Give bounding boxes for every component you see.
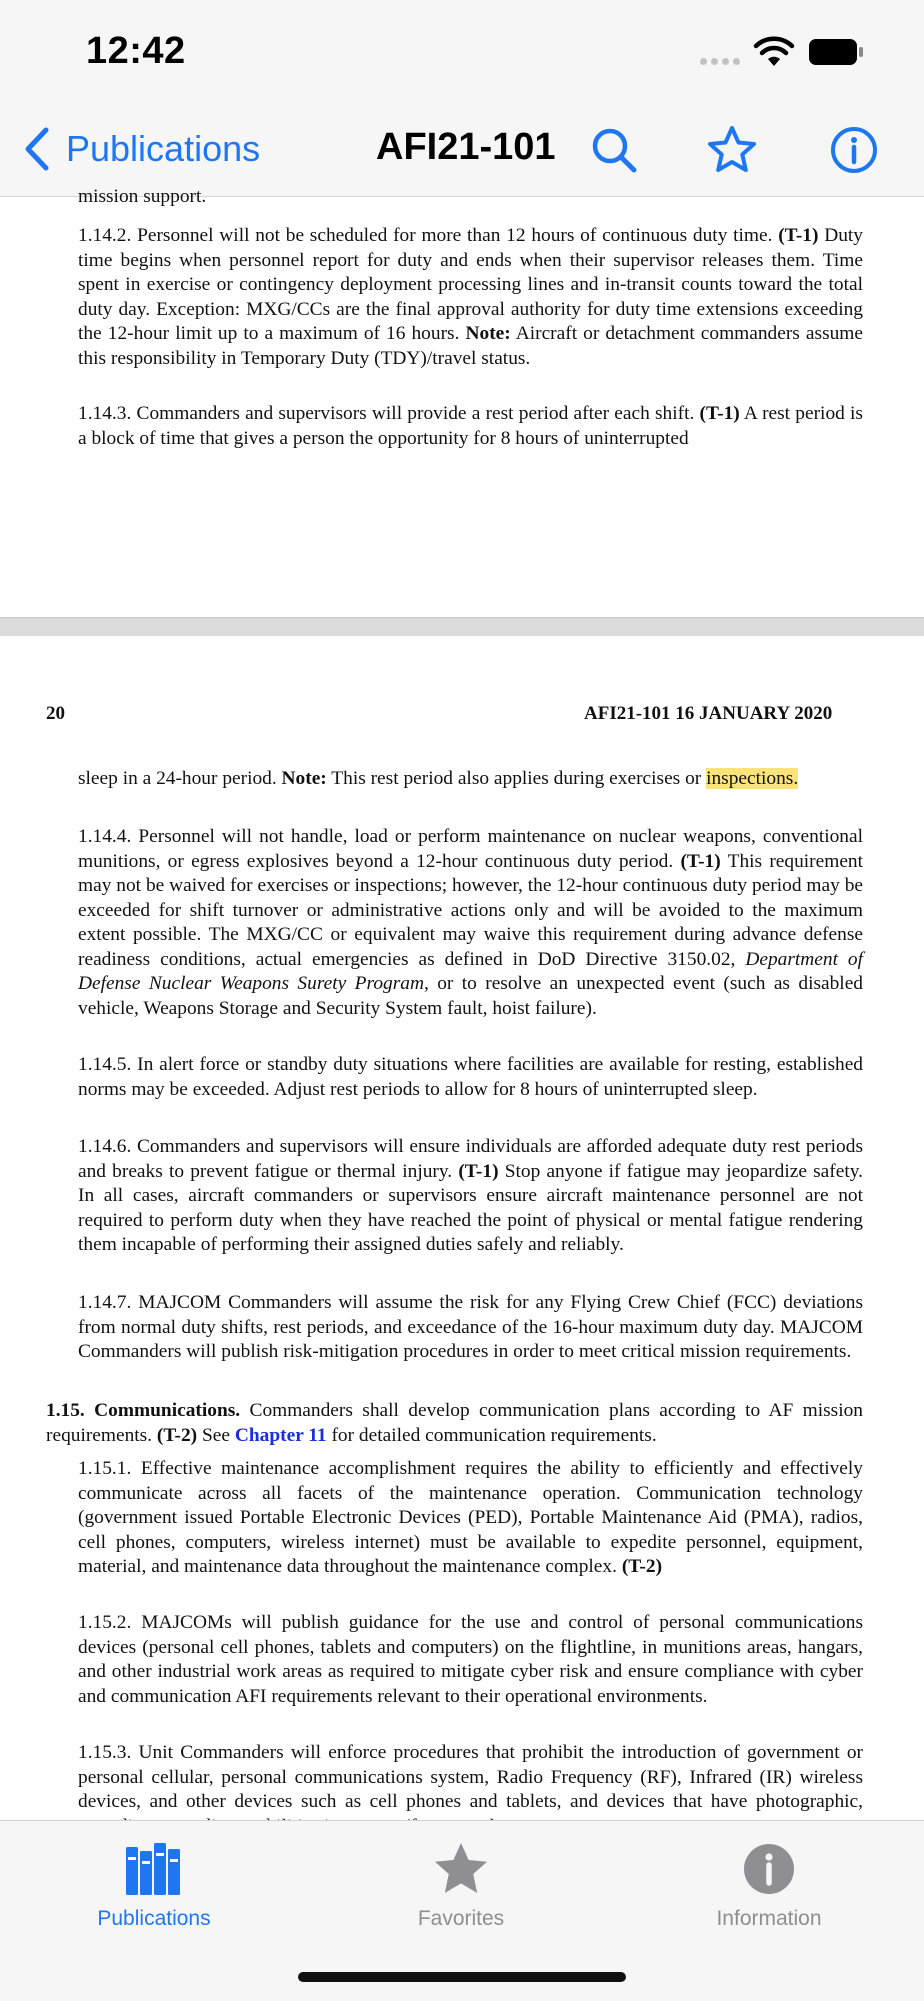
star-outline-icon[interactable] bbox=[706, 124, 758, 176]
tab-publications-label: Publications bbox=[97, 1907, 211, 1930]
tab-favorites[interactable] bbox=[341, 1841, 581, 1931]
tab-information-label: Information bbox=[716, 1907, 822, 1930]
paragraph-1-14-2: 1.14.2. Personnel will not be scheduled for more than 12 hours of continuous duty time. (T-1) Duty time begins when personnel report for duty and ends when their supervisor releases them. Time spent in exercise or contingency deployment processing lines and in-transit counts toward the total duty day. Exception: MXG/CCs are the final approval authority for duty time extensions exceeding the 12-hour limit up to a maximum of 16 hours. Note: Aircraft or detachment commanders assume this responsibility in Temporary Duty (TDY)/travel status. bbox=[78, 225, 863, 369]
star-icon bbox=[431, 1841, 491, 1897]
paragraph-1-14-4: 1.14.4. Personnel will not handle, load or perform maintenance on nuclear weapons, conventional munitions, or egress explosives beyond a 12-hour continuous duty period. (T-1) This requirement may not be waived for exercises or inspections; however, the 12-hour continuous duty period may be exceeded for shift turnover or administrative actions only and will be avoided to the maximum extent possible. The MXG/CC or equivalent may waive this requirement during advance defense readiness conditions, actual emergencies as defined in DoD Directive 3150.02, Department of Defense Nuclear Weapons Surety Program, or to resolve an unexpected event (such as disabled vehicle, Weapons Storage and Security System fault, hoist failure). bbox=[78, 826, 864, 1019]
info-icon[interactable] bbox=[828, 124, 880, 176]
back-button[interactable] bbox=[22, 126, 260, 172]
paragraph-1-15-2: 1.15.2. MAJCOMs will publish guidance for the use and control of personal communications devices (personal cell phones, tablets and computers) on the flightline, in munitions areas, hangars, and other industrial work areas as required to mitigate cyber risk and ensure compliance with cyber and communication AFI requirements relevant to their operational environments. bbox=[78, 1612, 863, 1707]
info-icon bbox=[739, 1841, 799, 1897]
page-title: AFI21-101 bbox=[376, 126, 556, 168]
tab-favorites-label: Favorites bbox=[417, 1907, 505, 1930]
section-1-15-communications: 1.15. Communications. Commanders shall develop communication plans according to AF mission requirements. (T-2) See Chapter 11 for detailed communication requirements. bbox=[46, 1400, 863, 1446]
search-highlight: inspections. bbox=[706, 768, 799, 789]
paragraph-1-14-6: 1.14.6. Commanders and supervisors will ensure individuals are afforded adequate duty rest periods and breaks to prevent fatigue or thermal injury. (T-1) Stop anyone if fatigue may jeopardize safety. In all cases, aircraft commanders or supervisors ensure aircraft maintenance personnel are not required to perform duty when they have reached the point of physical or mental fatigue rendering them incapable of performing their assigned duties safely and reliably. bbox=[78, 1136, 863, 1255]
chevron-left-icon bbox=[22, 126, 52, 172]
paragraph-1-15-3: 1.15.3. Unit Commanders will enforce procedures that prohibit the introduction of government or personal cellular, personal communications system, Radio Frequency (RF), Infrared (IR) wireless devices, and other devices such as cell phones and tablets, and devices that have photographic, bbox=[78, 1742, 863, 1812]
status-time: 12:42 bbox=[86, 30, 186, 72]
paragraph-1-14-7: 1.14.7. MAJCOM Commanders will assume the risk for any Flying Crew Chief (FCC) deviations from normal duty shifts, rest periods, and exceedance of the 16-hour maximum duty day. MAJCOM Commanders will publish risk-mitigation procedures in order to meet critical mission requirements. bbox=[78, 1292, 863, 1362]
home-indicator bbox=[298, 1972, 626, 1982]
books-icon bbox=[124, 1841, 184, 1897]
document-page-previous bbox=[0, 186, 924, 617]
status-bar bbox=[0, 0, 924, 104]
paragraph-1-14-5: 1.14.5. In alert force or standby duty situations where facilities are available for resting, established norms may be exceeded. Adjust rest periods to allow for 8 hours of uninterrupted sleep. bbox=[78, 1054, 863, 1100]
back-button-label: Publications bbox=[66, 128, 261, 169]
tab-publications[interactable] bbox=[34, 1841, 274, 1931]
paragraph-1-15-1: 1.15.1. Effective maintenance accomplishment requires the ability to efficiently and effectively communicate across all facets of the maintenance operation. Communication technology (government issued Portable Electronic Devices (PED), Portable Maintenance Aid (PMA), radios, cell phones, computers, wireless internet) must be available to expedite personnel, equipment, material, and maintenance data throughout the maintenance complex. (T-2) bbox=[78, 1458, 863, 1577]
paragraph-1-14-3: 1.14.3. Commanders and supervisors will provide a rest period after each shift. (T-1) A rest period is a block of time that gives a person the opportunity for 8 hours of uninterrupted bbox=[78, 403, 863, 449]
battery-icon bbox=[808, 38, 864, 66]
page-separator bbox=[0, 617, 924, 637]
cutoff-text: mission support. bbox=[78, 186, 207, 207]
tab-information[interactable] bbox=[649, 1841, 889, 1931]
page-number: 20 bbox=[46, 703, 65, 724]
navigation-bar bbox=[0, 104, 924, 197]
running-header: AFI21-101 16 JANUARY 2020 bbox=[584, 703, 833, 724]
document-page-20 bbox=[0, 636, 924, 1820]
wifi-icon bbox=[754, 38, 794, 68]
search-icon[interactable] bbox=[588, 124, 640, 176]
chapter-11-link[interactable]: Chapter 11 bbox=[234, 1424, 327, 1446]
paragraph-continuation: sleep in a 24-hour period. Note: This rest period also applies during exercises or inspections. bbox=[78, 768, 799, 789]
cellular-signal-icon bbox=[700, 58, 740, 65]
